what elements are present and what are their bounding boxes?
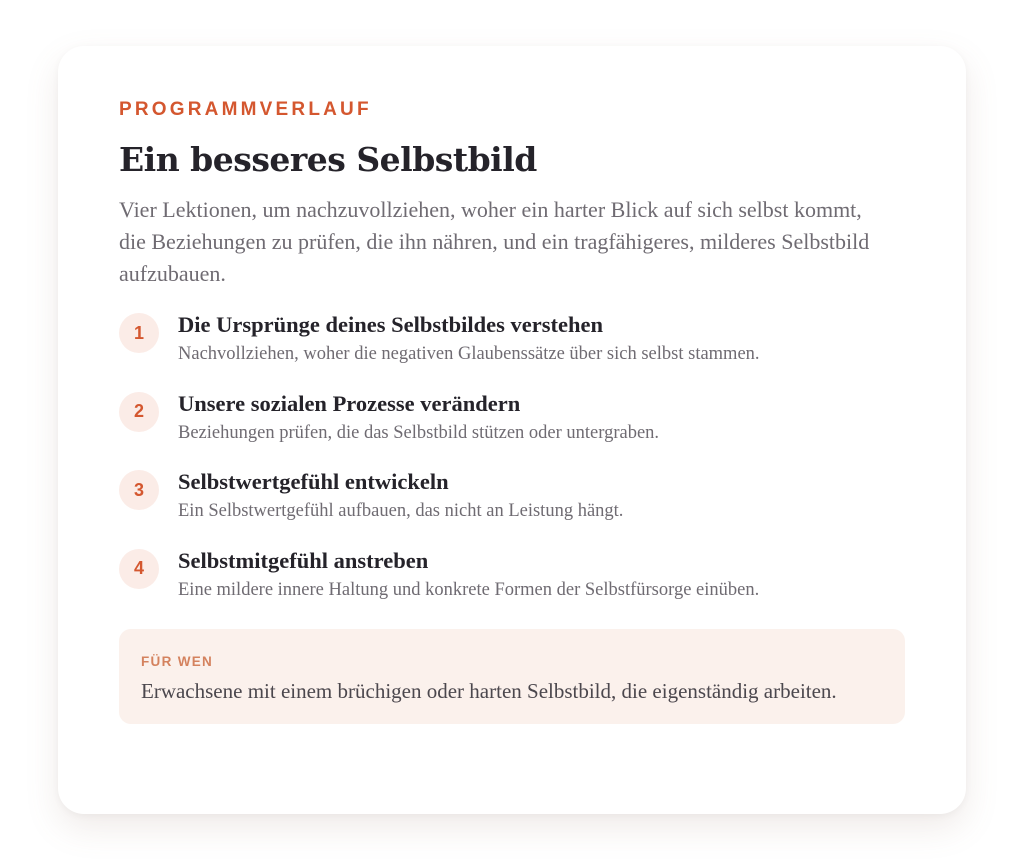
step-number-badge: 2	[119, 392, 159, 432]
audience-label: FÜR WEN	[141, 654, 214, 669]
page-title: Ein besseres Selbstbild	[119, 140, 537, 179]
step-number-badge: 3	[119, 470, 159, 510]
lesson-description: Eine mildere innere Haltung und konkrete Formen der Selbstfürsorge einüben.	[178, 579, 760, 600]
step-number-badge: 1	[119, 313, 159, 353]
lesson-title: Die Ursprünge deines Selbstbildes verstehen	[178, 312, 604, 337]
lesson-text	[178, 468, 623, 524]
lesson-title: Unsere sozialen Prozesse verändern	[178, 390, 521, 416]
intro-text: Vier Lektionen, um nachzuvollziehen, woher ein harter Blick auf sich selbst kommt, die Beziehungen zu prüfen, die ihn nähren, und ein tragfähigeres, milderes Selbstbild aufzubauen.	[119, 197, 870, 286]
eyebrow-label: PROGRAMMVERLAUF	[119, 99, 372, 120]
audience-box	[119, 629, 905, 724]
lesson-title: Selbstwertgefühl entwickeln	[178, 469, 449, 494]
lesson-title: Selbstmitgefühl anstreben	[178, 547, 429, 573]
audience-text: Erwachsene mit einem brüchigen oder harten Selbstbild, die eigenständig arbeiten.	[141, 679, 837, 703]
lesson-description: Beziehungen prüfen, die das Selbstbild stützen oder untergraben.	[178, 422, 660, 443]
lesson-item	[119, 311, 905, 390]
lesson-list	[119, 311, 905, 625]
lesson-item	[119, 468, 905, 547]
lesson-description: Ein Selbstwertgefühl aufbauen, das nicht an Leistung hängt.	[178, 501, 624, 521]
lesson-item	[119, 390, 905, 469]
lesson-description: Nachvollziehen, woher die negativen Glaubenssätze über sich selbst stammen.	[178, 344, 760, 364]
step-number-badge: 4	[119, 549, 159, 589]
program-card	[58, 46, 966, 814]
lesson-text	[178, 311, 760, 367]
lesson-text	[178, 547, 759, 603]
lesson-text	[178, 390, 659, 446]
lesson-item	[119, 547, 905, 626]
